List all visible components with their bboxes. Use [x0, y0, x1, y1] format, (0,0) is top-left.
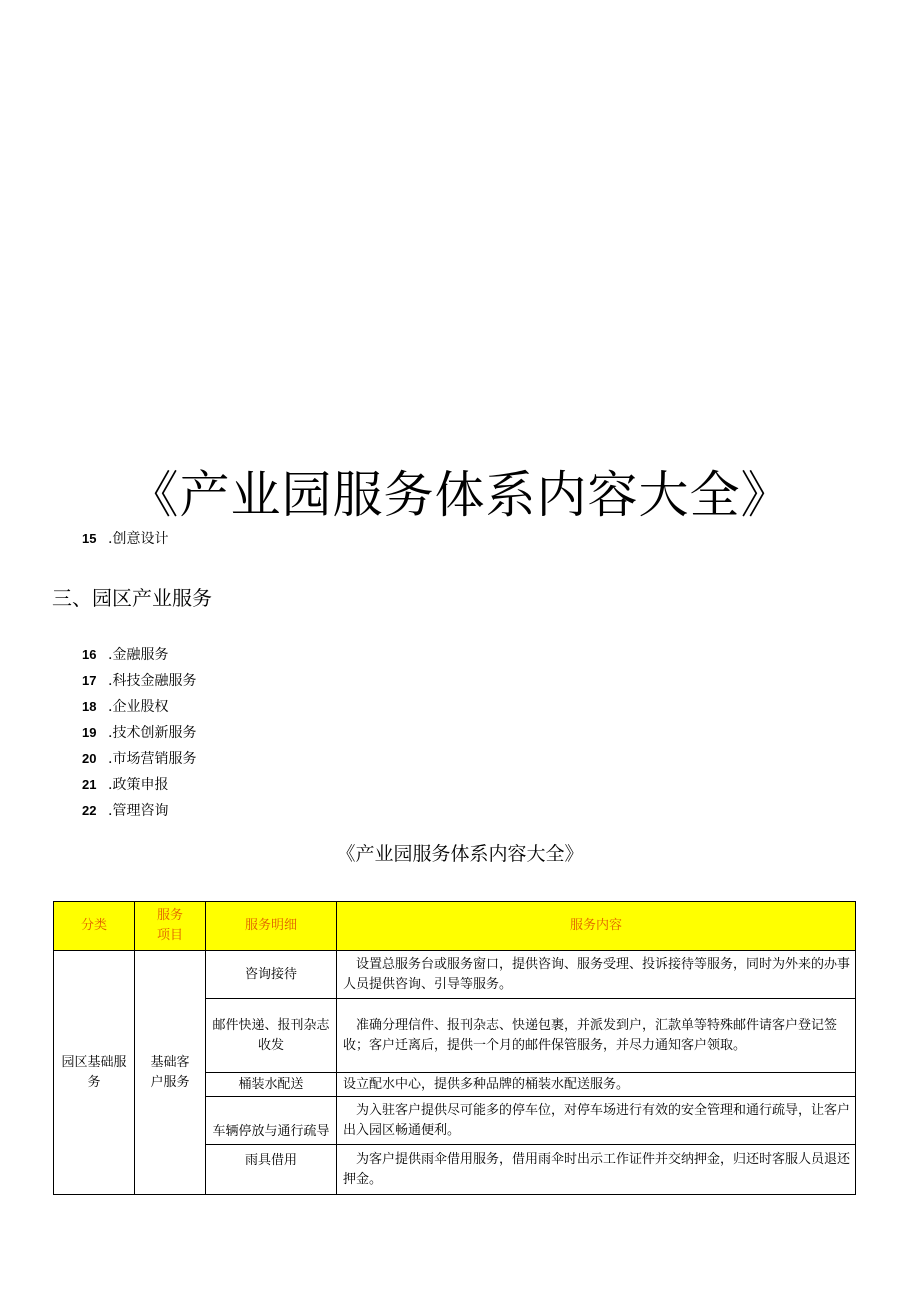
table-header-row [54, 902, 856, 951]
section-heading: 三、园区产业服务 [52, 586, 212, 610]
list-item-number: 18 [82, 699, 97, 714]
list-item-number: 15 [82, 531, 97, 546]
content-cell: 为入驻客户提供尽可能多的停车位，对停车场进行有效的安全管理和通行疏导，让客户出入园区畅通便利。 [337, 1097, 856, 1145]
list-item-label: .政策申报 [108, 777, 169, 793]
list-item-label: .企业股权 [108, 699, 169, 715]
detail-cell: 邮件快递、报刊杂志收发 [206, 999, 337, 1073]
detail-cell: 桶装水配送 [206, 1073, 337, 1097]
service-item-cell: 基础客户服务 [135, 951, 206, 1195]
document-title: 《产业园服务体系内容大全》 [128, 466, 792, 524]
table-row [54, 951, 856, 999]
section-list [82, 642, 196, 824]
page-cut-mask [0, 1195, 920, 1301]
detail-cell: 车辆停放与通行疏导 [206, 1097, 337, 1145]
pre-section-list [82, 526, 168, 552]
content-cell: 为客户提供雨伞借用服务，借用雨伞时出示工作证件并交纳押金，归还时客服人员退还押金。 [337, 1145, 856, 1195]
list-item-label: .科技金融服务 [108, 673, 197, 689]
list-item [82, 668, 196, 694]
content-cell: 设置总服务台或服务窗口，提供咨询、服务受理、投诉接待等服务，同时为外来的办事人员提供咨询、引导等服务。 [337, 951, 856, 999]
header-category: 分类 [54, 902, 135, 951]
list-item-number: 17 [82, 673, 97, 688]
header-service-item [135, 902, 206, 951]
list-item [82, 798, 196, 824]
detail-cell: 咨询接待 [206, 951, 337, 999]
content-cell: 准确分理信件、报刊杂志、快递包裹，并派发到户，汇款单等特殊邮件请客户登记签收；客户迁离后，提供一个月的邮件保管服务，并尽力通知客户领取。 [337, 999, 856, 1073]
list-item-number: 16 [82, 647, 97, 662]
list-item-label: .金融服务 [108, 647, 169, 663]
list-item [82, 746, 196, 772]
header-service-item-line2: 项目 [156, 928, 183, 943]
category-cell: 园区基础服务 [54, 951, 135, 1195]
list-item-number: 19 [82, 725, 97, 740]
list-item [82, 720, 196, 746]
list-item-number: 20 [82, 751, 97, 766]
list-item-label: .创意设计 [108, 531, 169, 547]
list-item-label: .管理咨询 [108, 803, 169, 819]
list-item-number: 21 [82, 777, 97, 792]
content-cell: 设立配水中心，提供多种品牌的桶装水配送服务。 [337, 1073, 856, 1097]
list-item [82, 694, 196, 720]
list-item [82, 526, 168, 552]
table-title: 《产业园服务体系内容大全》 [336, 843, 584, 865]
header-service-item-line1: 服务 [156, 908, 183, 923]
list-item-label: .技术创新服务 [108, 725, 197, 741]
list-item [82, 642, 196, 668]
detail-cell: 雨具借用 [206, 1145, 337, 1195]
service-table [53, 901, 856, 1195]
header-service-content: 服务内容 [337, 902, 856, 951]
header-service-detail: 服务明细 [206, 902, 337, 951]
list-item-label: .市场营销服务 [108, 751, 197, 767]
list-item [82, 772, 196, 798]
list-item-number: 22 [82, 803, 97, 818]
